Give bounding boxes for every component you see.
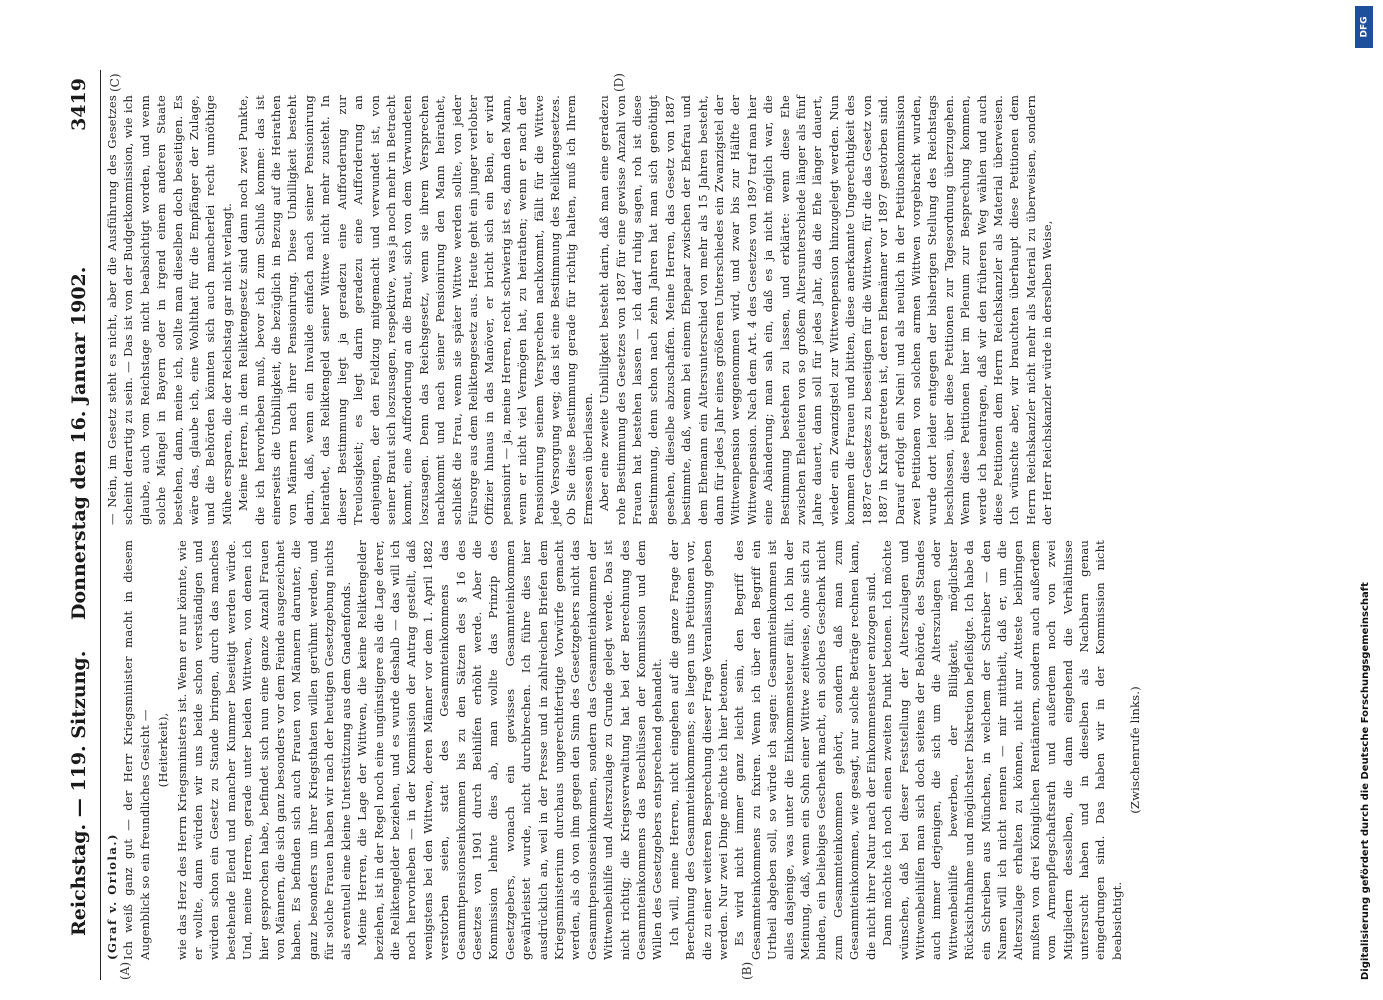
left-column xyxy=(104,540,1146,960)
header-session: Reichstag. — 119. Sitzung. xyxy=(68,650,90,936)
right-column xyxy=(104,95,1056,525)
digitization-credit: Digitalisierung gefördert durch die Deutsche Forschungsgemeinschaft xyxy=(1360,582,1371,980)
page-number: 3419 xyxy=(68,78,90,131)
margin-marker-a: (A) xyxy=(118,961,132,980)
header-date: Donnerstag den 16. Januar 1902. xyxy=(68,266,90,620)
margin-marker-b: (B) xyxy=(740,961,754,980)
speaker-intro: (Graf v. Oriola.) xyxy=(105,833,119,960)
margin-marker-d: (D) xyxy=(612,73,626,92)
interjection: (Heiterkeit), xyxy=(156,712,171,788)
paragraph: Meine Herren, in dem Reliktengesetz sind dann noch zwei Punkte, die ich hervorheben muß, bevor ich zum Schluß komme: das ist einerseits die Unbilligkeit, die bezüglich in Bezug auf die Heirathen von Männern nach ihrer Pensionirung. Diese Unbilligkeit besteht darin, daß, wenn ein Invalide einfach nach seiner Pensionirung heirathet, das Reliktengeld seiner Wittwe nicht mehr zusteht. In dieser Bestimmung liegt ja geradezu eine Aufforderung zur Treulosigkeit; es liegt darin geradezu eine Aufforderung an denjenigen, der den Feldzug mitgemacht und verwundet ist, von seiner Braut sich loszusagen, respektive, was ja noch mehr in Betracht kommt, eine Aufforderung an die Braut, sich von dem Verwundeten loszusagen. Denn das Reichsgesetz, wenn sie ihrem Versprechen nachkommt und nach seiner Pensionirung den Mann heirathet, schließt die Frau, wenn sie später Wittwe werden sollte, von jeder Fürsorge aus dem Reliktengesetz aus. Heute geht ein junger verlobter Offizier hinaus in das Manöver, er bricht sich ein Bein, er wird pensionirt — ja, meine Herren, recht schwierig ist es, dann den Mann, wenn er nicht viel Vermögen hat, zu heirathen; wenn er nach der Pensionirung seinem Versprechen nachkommt, fällt für die Wittwe jede Versorgung weg; das ist eine Bestimmung des Reliktengesetzes. Ob Sie diese Bestimmung gerade für richtig halten, muß ich Ihrem Ermessen überlassen. xyxy=(236,95,595,525)
paragraph: Es wird nicht immer ganz leicht sein, den Begriff des Gesammteinkommens zu fixiren. Wenn ich über den Begriff ein Urtheil abgeben soll, so würde ich sagen: Gesammteinkommen ist alles dasjenige, was unter die Einkommensteuer fällt. Ich bin der Meinung, daß, wenn ein Sohn einer Wittwe zeitweise, ohne sich zu binden, ein beliebiges Geschenk macht, ein solches Geschenk nicht zum Gesammteinkommen gehört, sondern daß man zum Gesammteinkommen, wie gesagt, nur solche Beträge rechnen kann, die nicht ihrer Natur nach der Einkommensteuer entzogen sind. xyxy=(732,540,878,960)
paragraph: Ich weiß ganz gut — der Herr Kriegsminister macht in diesem Augenblick so ein freundliches Gesicht — xyxy=(121,540,152,960)
page-header xyxy=(58,70,101,980)
paragraph: Aber eine zweite Unbilligkeit besteht darin, daß man eine geradezu rohe Bestimmung des Gesetzes von 1887 für eine gewisse Anzahl von Frauen hat bestehen lassen — ich darf ruhig sagen, roh ist diese Bestimmung, denn schon nach zehn Jahren hat man sich genöthigt gesehen, dieselbe abzuschaffen. Meine Herren, das Gesetz von 1887 bestimmte, daß, wenn bei einem Ehepaar zwischen der Ehefrau und dem Ehemann ein Altersunterschied von mehr als 15 Jahren besteht, dann für jedes Jahr eines größeren Unterschiedes ein Zwanzigstel der Wittwenpension weggenommen wird, und zwar bis zur Hälfte der Wittwenpension. Nach dem Art. 4 des Gesetzes von 1897 traf man hier eine Abänderung; man sah ein, daß es ja nicht möglich war, die Bestimmung bestehen zu lassen, und erklärte: wenn diese Ehe zwischen Eheleuten von so großem Altersunterschiede länger als fünf Jahre dauert, dann soll für jedes Jahr, das die Ehe länger dauert, wieder ein Zwanzigstel zur Wittwenpension hinzugelegt werden. Nun kommen die Frauen und bitten, diese anerkannte Ungerechtigkeit des 1887er Gesetzes zu beseitigen für die Wittwen, für die das Gesetz von 1887 in Kraft getreten ist, deren Ehemänner vor 1897 gestorben sind. Darauf erfolgt ein Nein! und als neulich in der Petitionskommission zwei Petitionen von solchen armen Wittwen vorgebracht wurden, wurde dort leider entgegen der bisherigen Stellung des Reichstags beschlossen, über diese Petitionen zur Tagesordnung überzugehen. Wenn diese Petitionen hier im Plenum zur Besprechung kommen, werde ich beantragen, daß wir den früheren Weg wählen und auch diese Petitionen dem Herrn Reichskanzler als Material überweisen. Ich wünschte aber, wir brauchten überhaupt diese Petitionen dem Herrn Reichskanzler nicht mehr als Material zu überweisen, sondern der Herr Reichskanzler würde in derselben Weise, xyxy=(597,95,1055,525)
paragraph: — Nein, im Gesetz steht es nicht, aber die Ausführung des Gesetzes scheint derartig zu sein. — Das ist von der Budgetkommission, wie ich glaube, auch vom Reichstage nicht beabsichtigt worden, und wenn solche Mängel in Bayern oder in irgend einem anderen Staate bestehen, dann, meine ich, sollte man dieselben doch beseitigen. Es wäre das, glaube ich, eine Wohlthat für die Empfänger der Zulage, und die Behörden könnten sich auch mancherlei recht unnöthige Mühe ersparen, die der Reichstag gar nicht verlangt. xyxy=(105,95,234,525)
margin-marker-c: (C) xyxy=(108,73,122,92)
interjection-closing: (Zwischenrufe links.) xyxy=(1128,686,1143,814)
dfg-logo: DFG xyxy=(1355,6,1373,48)
paragraph: Meine Herren, die Lage der Wittwen, die keine Reliktengelder beziehen, ist in der Regel noch eine ungünstigere als die Lage derer, die Reliktengelder beziehen, und es wurde deshalb — das will ich noch hervorheben — in der Kommission der Antrag gestellt, daß wenigstens bei den Wittwen, deren Männer vor dem 1. April 1882 verstorben seien, statt des Gesammteinkommens das Gesammtpensionseinkommen bis zu den Sätzen des § 16 des Gesetzes von 1901 durch Beihilfen erhöht werde. Aber die Kommission lehnte dies ab, man wollte das Prinzip des Gesetzgebers, wonach ein gewisses Gesammteinkommen gewährleistet wurde, nicht durchbrechen. Ich führe dies hier ausdrücklich an, weil in der Presse und in zahlreichen Briefen dem Kriegsministerium durchaus ungerechtfertigte Vorwürfe gemacht werden, als ob von ihm gegen den Sinn des Gesetzgebers nicht das Gesammtpensionseinkommen, sondern das Gesammteinkommen der Wittwenbeihilfe und Alterszulage zu Grunde gelegt werde. Das ist nicht richtig; die Kriegsverwaltung hat bei der Berechnung des Gesammteinkommens das Beschlüssen der Kommission und dem Willen des Gesetzgebers entsprechend gehandelt. xyxy=(355,540,665,960)
paragraph: Ich will, meine Herren, nicht eingehen auf die ganze Frage der Berechnung des Gesammteinkommens; es liegen uns Petitionen vor, die zu einer weiteren Besprechung dieser Frage Veranlassung geben werden. Nur zwei Dinge möchte ich hier betonen. xyxy=(666,540,731,960)
paragraph: wie das Herz des Herrn Kriegsministers ist. Wenn er nur könnte, wie er wollte, dann würden wir uns beide schon verständigen und würden schon ein Gesetz zu Stande bringen, durch das manches bestehende Elend und mancher Kummer beseitigt werden würde. Und, meine Herren, gerade unter beiden Wittwen, von denen ich hier gesprochen habe, befindet sich nun eine ganze Anzahl Frauen von Männern, die sich ganz besonders vor dem Feinde ausgezeichnet haben. Es befinden sich auch Frauen von Männern darunter, die ganz besonders um ihrer Kriegsthaten willen gerühmt werden, und für solche Frauen haben wir nach der heutigen Gesetzgebung nichts als eventuell eine kleine Unterstützung aus dem Gnadenfonds. xyxy=(174,540,353,960)
paragraph: Dann möchte ich noch einen zweiten Punkt betonen. Ich möchte wünschen, daß bei dieser Feststellung der Alterszulagen und Wittwenbeihilfen man sich doch seitens der Behörde, des Standes auch immer derjenigen, die sich um die Alterszulagen oder Wittwenbeihilfe bewerben, der Billigkeit, möglichster Rücksichtnahme und möglichster Diskretion befleißigte. Ich habe da ein Schreiben aus München, in welchem der Schreiber — den Namen will ich nicht nennen — mir mittheilt, daß er, um die Alterszulage erhalten zu können, nicht nur Atteste beibringen mußten von drei Königlichen Rentämtern, sondern auch außerdem vom Armenpflegschaftsrath und außerdem noch von zwei Mitgliedern desselben, die dann eingehend die Verhältnisse untersucht haben und in dieselben als Nachbarn genau eingedrungen sind. Das haben wir in der Kommission nicht beabsichtigt. xyxy=(880,540,1124,960)
